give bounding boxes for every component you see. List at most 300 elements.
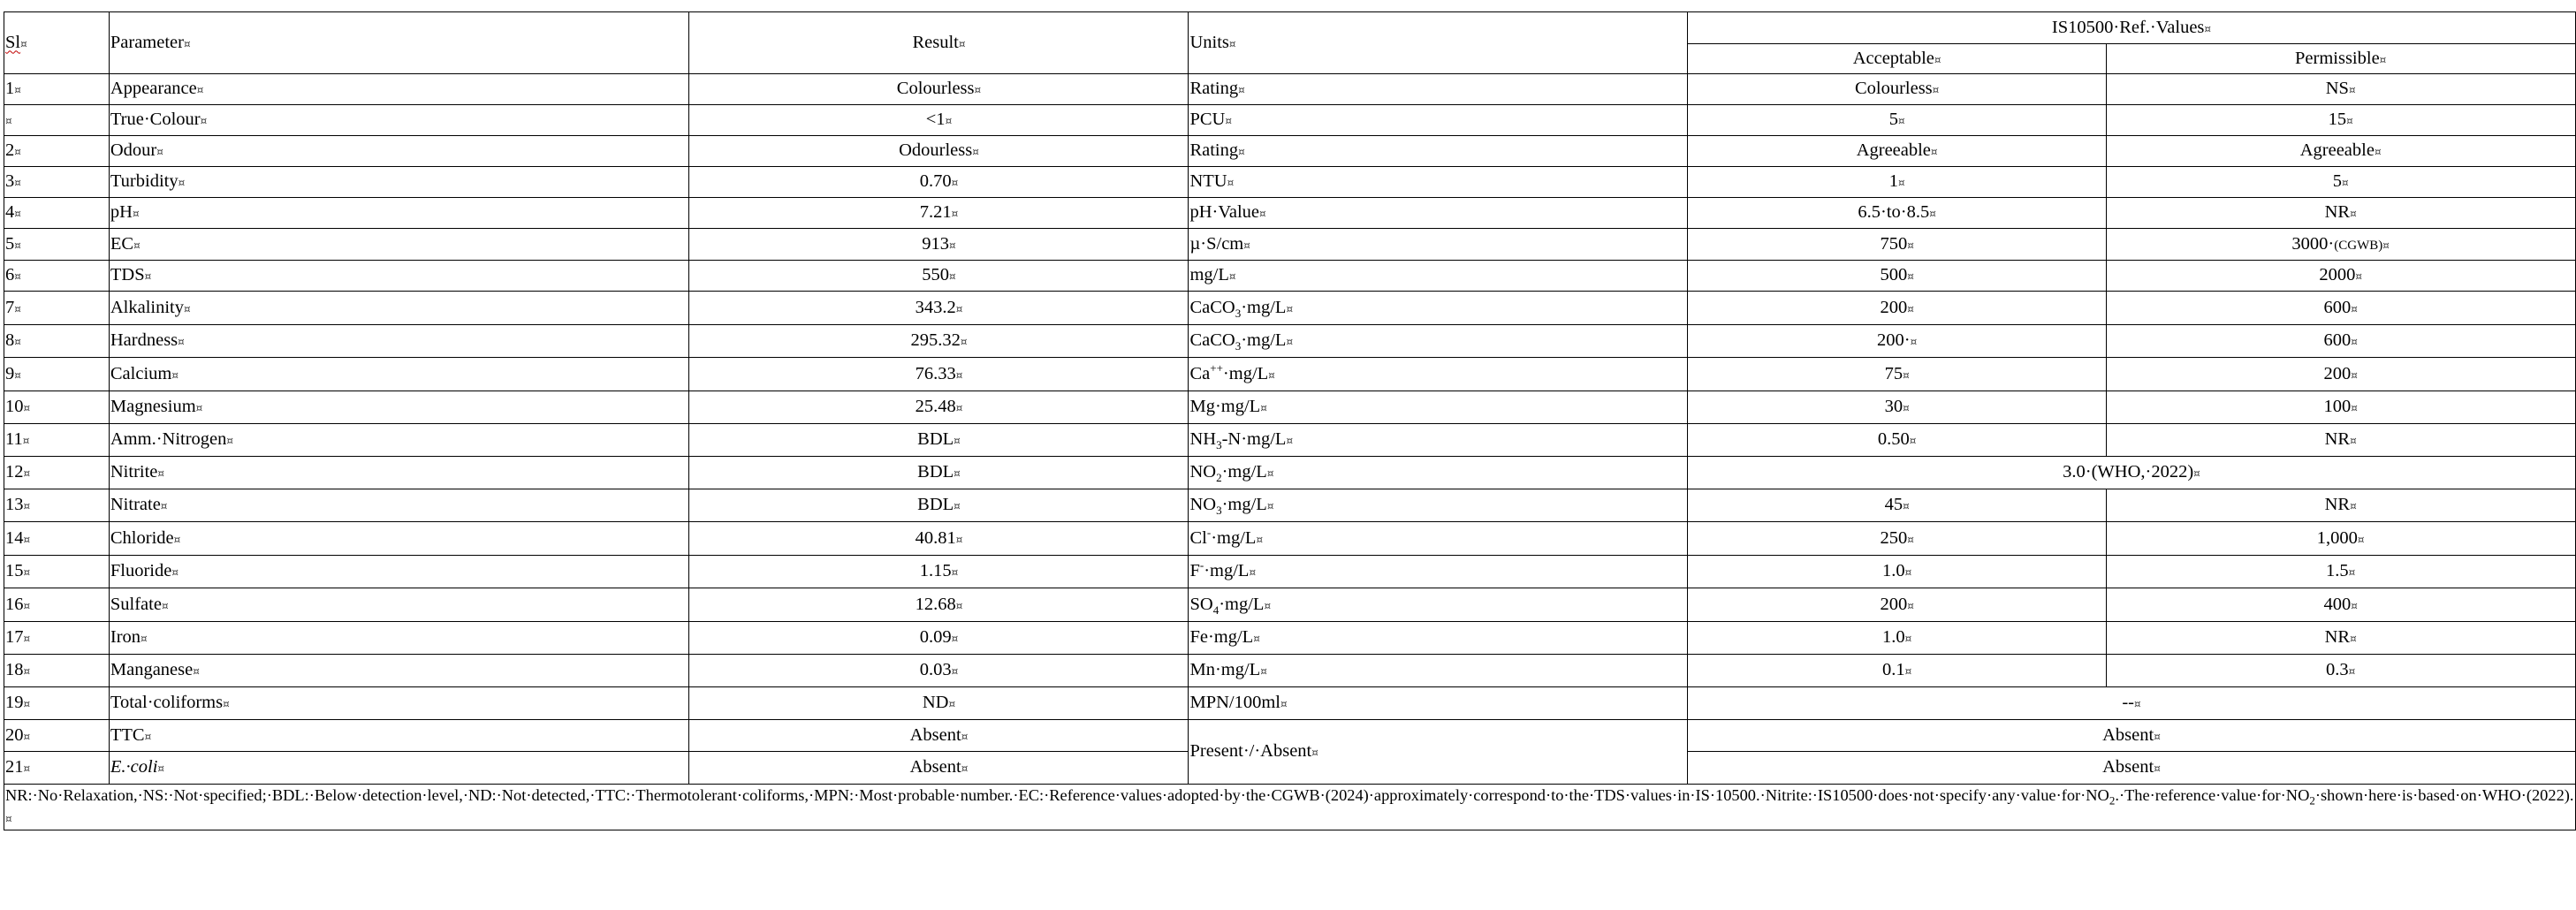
cell-end-mark: ¤ (156, 146, 163, 159)
acceptable-value: 5 (1888, 110, 1898, 130)
cell-acceptable (1688, 105, 2106, 136)
cell-units (1189, 622, 1688, 655)
cell-permissible (2106, 105, 2575, 136)
cell-end-mark: ¤ (960, 336, 968, 349)
cell-end-mark: ¤ (2382, 239, 2390, 252)
result-value: BDL (917, 495, 954, 515)
header-row (4, 12, 2576, 44)
ref-value: -- (2122, 693, 2134, 713)
cell-end-mark: ¤ (972, 146, 979, 159)
permissible-value: 5 (2332, 171, 2342, 192)
cell-end-mark: ¤ (1264, 599, 1272, 612)
cell-end-mark: ¤ (1910, 336, 1918, 349)
permissible-value: NR (2324, 429, 2351, 450)
acceptable-value: 75 (1884, 363, 1904, 383)
cell-end-mark: ¤ (1256, 533, 1264, 546)
permissible-value: Agreeable (2299, 140, 2375, 161)
units-value: MPN/100ml (1189, 693, 1280, 713)
cell-end-mark: ¤ (2351, 402, 2358, 415)
footnote (4, 785, 2576, 830)
units-value: Rating (1189, 79, 1239, 99)
acceptable-value: 0.50 (1877, 429, 1910, 450)
cell-end-mark: ¤ (1929, 208, 1936, 221)
permissible-value: NR (2324, 627, 2351, 648)
cell-end-mark: ¤ (144, 730, 152, 743)
sl-number: 9 (5, 363, 15, 383)
cell-acceptable (1688, 167, 2106, 198)
cell-parameter (109, 105, 689, 136)
cell-end-mark: ¤ (23, 698, 31, 711)
cell-end-mark: ¤ (951, 208, 959, 221)
cell-end-mark: ¤ (2348, 84, 2356, 97)
cell-end-mark: ¤ (14, 368, 21, 382)
parameter-name: Fluoride (110, 561, 172, 581)
cell-end-mark: ¤ (954, 435, 961, 448)
cell-end-mark: ¤ (2351, 302, 2358, 315)
result-value: 0.03 (919, 660, 952, 680)
cell-end-mark: ¤ (14, 146, 21, 159)
cell-units (1189, 391, 1688, 424)
cell-parameter (109, 229, 689, 261)
units-subscript: 3 (1216, 504, 1222, 518)
units-subscript: 3 (1235, 339, 1242, 353)
cell-sl (4, 74, 110, 105)
cell-sl (4, 358, 110, 391)
cell-end-mark: ¤ (14, 302, 21, 315)
cell-permissible (2106, 588, 2575, 622)
cell-parameter (109, 198, 689, 229)
acceptable-value: 250 (1880, 527, 1908, 548)
table-row (4, 522, 2576, 556)
header-sl: Sl¤ (4, 12, 110, 74)
cell-end-mark: ¤ (223, 698, 230, 711)
cell-units (1189, 457, 1688, 489)
cell-end-mark: ¤ (1249, 566, 1257, 580)
cell-parameter (109, 556, 689, 588)
cell-permissible (2106, 167, 2575, 198)
cell-permissible (2106, 358, 2575, 391)
cell-result (689, 261, 1189, 292)
cell-end-mark: ¤ (961, 762, 969, 776)
permissible-value: 2000 (2319, 265, 2356, 285)
cell-end-mark: ¤ (2351, 368, 2358, 382)
cell-end-mark: ¤ (160, 500, 168, 513)
units-suffix: ·mg/L (1221, 495, 1267, 515)
cell-parameter (109, 720, 689, 752)
result-value: 295.32 (910, 330, 961, 351)
acceptable-value: 200 (1880, 297, 1908, 317)
parameter-name: Iron (110, 627, 141, 648)
permissible-value: 100 (2323, 397, 2352, 417)
result-value: 1.15 (919, 561, 952, 581)
result-value: 550 (922, 265, 950, 285)
parameter-name: Nitrate (110, 495, 161, 515)
cell-end-mark: ¤ (22, 435, 30, 448)
units-value: Mn·mg/L (1189, 660, 1261, 680)
cell-ref-merged (1688, 457, 2575, 489)
cell-sl (4, 622, 110, 655)
cell-end-mark: ¤ (178, 336, 185, 349)
cell-end-mark: ¤ (955, 302, 963, 315)
cell-units (1189, 167, 1688, 198)
cell-parameter (109, 325, 689, 358)
cell-end-mark: ¤ (1932, 84, 1940, 97)
parameter-name: Manganese (110, 660, 194, 680)
cell-end-mark: ¤ (1907, 599, 1914, 612)
cell-permissible (2106, 292, 2575, 325)
cell-end-mark: ¤ (193, 665, 200, 679)
cell-acceptable (1688, 556, 2106, 588)
cell-end-mark: ¤ (1228, 270, 1236, 284)
sl-number: 6 (5, 265, 15, 285)
cell-result (689, 522, 1189, 556)
cell-end-mark: ¤ (196, 84, 204, 97)
cell-units (1189, 74, 1688, 105)
sl-number: 5 (5, 233, 15, 254)
cell-result (689, 105, 1189, 136)
cell-result (689, 457, 1189, 489)
parameter-name: Alkalinity (110, 297, 185, 317)
result-value: 25.48 (915, 397, 956, 417)
sl-number: 16 (5, 594, 24, 614)
cell-permissible (2106, 556, 2575, 588)
cell-end-mark: ¤ (1903, 402, 1910, 415)
cell-sl (4, 105, 110, 136)
footnote-subscript: 2 (2109, 793, 2116, 808)
cell-end-mark: ¤ (1286, 302, 1294, 315)
result-value: Absent (909, 724, 961, 745)
cell-parameter (109, 391, 689, 424)
result-value: ND (922, 693, 949, 713)
ref-value: 3.0·(WHO,·2022) (2063, 462, 2194, 482)
cell-end-mark: ¤ (1238, 146, 1245, 159)
cell-end-mark: ¤ (1243, 239, 1250, 252)
units-suffix: ·mg/L (1221, 462, 1267, 482)
sl-number: 18 (5, 660, 24, 680)
cell-permissible (2106, 522, 2575, 556)
cell-parameter (109, 622, 689, 655)
cell-units (1189, 292, 1688, 325)
cell-parameter (109, 489, 689, 522)
cell-units (1189, 229, 1688, 261)
parameter-name: TDS (110, 265, 145, 285)
result-value: <1 (925, 110, 946, 130)
units-value: NO (1189, 495, 1217, 515)
table-row (4, 167, 2576, 198)
sl-number: 15 (5, 561, 24, 581)
cell-end-mark: ¤ (23, 633, 31, 646)
permissible-value: 0.3 (2326, 660, 2349, 680)
units-suffix: ·mg/L (1219, 594, 1265, 614)
parameter-name: Nitrite (110, 462, 158, 482)
ref-value: Absent (2102, 757, 2154, 777)
units-suffix: ·mg/L (1204, 561, 1250, 581)
cell-end-mark: ¤ (23, 665, 31, 679)
cell-end-mark: ¤ (955, 599, 963, 612)
cell-acceptable (1688, 229, 2106, 261)
units-subscript: 3 (1235, 306, 1242, 320)
result-value: BDL (917, 462, 954, 482)
cell-parameter (109, 752, 689, 785)
cell-units (1189, 720, 1688, 785)
cell-parameter (109, 687, 689, 720)
cell-result (689, 391, 1189, 424)
cell-ref-merged (1688, 720, 2575, 752)
cell-end-mark: ¤ (2193, 467, 2200, 481)
permissible-value: 3000· (2291, 233, 2335, 254)
parameter-name: Total·coliforms (110, 693, 224, 713)
cell-end-mark: ¤ (1280, 698, 1288, 711)
table-row (4, 261, 2576, 292)
cell-sl (4, 752, 110, 785)
permissible-value: NS (2325, 79, 2349, 99)
cell-end-mark: ¤ (2154, 730, 2161, 743)
acceptable-value: 200· (1877, 330, 1911, 351)
cell-parameter (109, 358, 689, 391)
cell-end-mark: ¤ (2350, 208, 2357, 221)
footnote-text: NR:·No·Relaxation,·NS:·Not·specified;·BDL:·Below·detection·level,·ND:·Not·detected,·TTC:·Thermotolerant·coliforms,·MPN:·Most·probable·number.·EC:·Reference·values·adopted·by·the·CGWB·(2024)·approximately·correspond·to·the·TDS·values·in·IS·10500.·Nitrite:·IS10500·does·not·specify·any·value·for·NO (5, 786, 2109, 804)
cell-end-mark: ¤ (23, 500, 31, 513)
cell-end-mark: ¤ (1266, 467, 1274, 481)
cell-end-mark: ¤ (2350, 633, 2357, 646)
cell-result (689, 325, 1189, 358)
table-row (4, 424, 2576, 457)
table-row (4, 105, 2576, 136)
result-value: 0.70 (919, 171, 952, 192)
cell-end-mark: ¤ (23, 566, 31, 580)
sl-number: 4 (5, 202, 15, 223)
result-value: 12.68 (915, 594, 956, 614)
table-row (4, 198, 2576, 229)
cell-permissible (2106, 424, 2575, 457)
header-result: Result¤ (689, 12, 1189, 74)
units-value: Ca (1189, 363, 1211, 383)
units-suffix: ·mg/L (1241, 330, 1287, 351)
units-suffix: ·mg/L (1211, 527, 1257, 548)
cell-end-mark: ¤ (14, 208, 21, 221)
cell-units (1189, 424, 1688, 457)
parameter-name: True·Colour (110, 110, 201, 130)
units-suffix: -N·mg/L (1221, 429, 1287, 450)
cell-end-mark: ¤ (23, 402, 31, 415)
parameter-name: Calcium (110, 363, 172, 383)
cell-acceptable (1688, 358, 2106, 391)
cell-end-mark: ¤ (157, 467, 165, 481)
parameter-name: TTC (110, 724, 145, 745)
units-value: NO (1189, 462, 1217, 482)
cell-end-mark: ¤ (1227, 177, 1235, 190)
acceptable-value: 45 (1884, 495, 1904, 515)
cell-end-mark: ¤ (2357, 533, 2365, 546)
cell-end-mark: ¤ (949, 270, 956, 284)
cell-permissible (2106, 261, 2575, 292)
permissible-value: 1.5 (2326, 561, 2349, 581)
cell-end-mark: ¤ (951, 633, 959, 646)
cell-end-mark: ¤ (1897, 115, 1905, 128)
cell-end-mark: ¤ (23, 467, 31, 481)
cell-end-mark: ¤ (14, 177, 21, 190)
cell-end-mark: ¤ (195, 402, 203, 415)
cell-result (689, 752, 1189, 785)
cell-end-mark: ¤ (1904, 566, 1912, 580)
cell-end-mark: ¤ (173, 533, 181, 546)
cell-units (1189, 198, 1688, 229)
cell-end-mark: ¤ (1907, 533, 1914, 546)
cell-permissible (2106, 655, 2575, 687)
sl-number: 20 (5, 724, 24, 745)
cell-end-mark: ¤ (951, 566, 959, 580)
sl-number: 8 (5, 330, 15, 351)
result-value: Colourless (896, 79, 975, 99)
cell-end-mark: ¤ (226, 435, 234, 448)
sl-number: 3 (5, 171, 15, 192)
table-row (4, 358, 2576, 391)
cell-result (689, 622, 1189, 655)
table-row (4, 136, 2576, 167)
cell-end-mark: ¤ (1903, 368, 1910, 382)
parameter-name: E.·coli (110, 757, 158, 777)
cell-end-mark: ¤ (2374, 146, 2382, 159)
cell-sl (4, 457, 110, 489)
table-row (4, 229, 2576, 261)
cell-end-mark: ¤ (178, 177, 186, 190)
sl-number: 14 (5, 527, 24, 548)
cell-end-mark: ¤ (23, 762, 31, 776)
cell-units (1189, 358, 1688, 391)
parameter-name: Appearance (110, 79, 197, 99)
table-row (4, 687, 2576, 720)
cell-end-mark: ¤ (14, 239, 21, 252)
cell-permissible (2106, 229, 2575, 261)
cell-end-mark: ¤ (1904, 633, 1912, 646)
cell-acceptable (1688, 292, 2106, 325)
cell-sl (4, 655, 110, 687)
table-row (4, 556, 2576, 588)
permissible-value: 1,000 (2316, 527, 2358, 548)
cell-end-mark: ¤ (2154, 762, 2161, 776)
cell-end-mark: ¤ (951, 665, 959, 679)
cell-acceptable (1688, 391, 2106, 424)
units-suffix: ·mg/L (1222, 363, 1269, 383)
cell-units (1189, 136, 1688, 167)
parameter-name: pH (110, 202, 133, 223)
cell-parameter (109, 74, 689, 105)
table-row (4, 720, 2576, 752)
parameter-name: Magnesium (110, 397, 196, 417)
cell-end-mark: ¤ (157, 762, 165, 776)
cell-end-mark: ¤ (1930, 146, 1938, 159)
cell-acceptable (1688, 588, 2106, 622)
cell-permissible (2106, 325, 2575, 358)
cell-parameter (109, 167, 689, 198)
units-value: Rating (1189, 140, 1239, 161)
units-value: NH (1189, 429, 1217, 450)
cell-end-mark: ¤ (132, 208, 140, 221)
cell-units (1189, 522, 1688, 556)
units-value: pH·Value (1189, 202, 1260, 223)
cell-acceptable (1688, 325, 2106, 358)
sl-number: 11 (5, 429, 23, 450)
units-value: Fe·mg/L (1189, 627, 1254, 648)
units-superscript: - (1199, 558, 1204, 573)
sl-number: 19 (5, 693, 24, 713)
cell-acceptable (1688, 522, 2106, 556)
cell-acceptable (1688, 655, 2106, 687)
cell-parameter (109, 522, 689, 556)
cell-ref-merged (1688, 687, 2575, 720)
parameter-name: EC (110, 233, 134, 254)
parameter-name: Amm.·Nitrogen (110, 429, 227, 450)
cell-sl (4, 292, 110, 325)
cell-result (689, 424, 1189, 457)
cell-units (1189, 687, 1688, 720)
water-quality-table (4, 11, 2576, 830)
acceptable-value: 1.0 (1882, 561, 1905, 581)
cell-result (689, 136, 1189, 167)
cell-end-mark: ¤ (1311, 747, 1318, 759)
cell-end-mark: ¤ (955, 533, 963, 546)
cell-end-mark: ¤ (1253, 633, 1260, 646)
cell-end-mark: ¤ (14, 270, 21, 284)
result-value: 0.09 (919, 627, 952, 648)
footnote-text: ·shown·here·is·based·on·WHO·(2022). (2314, 786, 2574, 804)
cell-sl (4, 687, 110, 720)
cell-end-mark: ¤ (1907, 239, 1914, 252)
cell-end-mark: ¤ (961, 730, 969, 743)
permissible-value: 15 (2328, 110, 2347, 130)
parameter-name: Turbidity (110, 171, 179, 192)
cell-parameter (109, 424, 689, 457)
parameter-name: Chloride (110, 527, 174, 548)
cell-end-mark: ¤ (14, 84, 21, 97)
cell-end-mark: ¤ (184, 302, 191, 315)
table-row (4, 622, 2576, 655)
cell-acceptable (1688, 489, 2106, 522)
cell-end-mark: ¤ (948, 698, 956, 711)
cell-parameter (109, 261, 689, 292)
parameter-name: Odour (110, 140, 157, 161)
permissible-value: 200 (2323, 363, 2352, 383)
cell-acceptable (1688, 198, 2106, 229)
cell-result (689, 655, 1189, 687)
cell-end-mark: ¤ (1897, 177, 1905, 190)
sl-number: 10 (5, 397, 24, 417)
table-row (4, 391, 2576, 424)
cell-permissible (2106, 198, 2575, 229)
table-row (4, 457, 2576, 489)
cell-end-mark: ¤ (23, 730, 31, 743)
cell-permissible (2106, 136, 2575, 167)
cell-permissible (2106, 74, 2575, 105)
cell-units (1189, 489, 1688, 522)
cell-sl (4, 261, 110, 292)
cell-acceptable (1688, 74, 2106, 105)
cell-end-mark: ¤ (1260, 665, 1267, 679)
sl-number: 13 (5, 495, 24, 515)
units-value: CaCO (1189, 330, 1235, 351)
units-value: F (1189, 561, 1200, 581)
header-units: Units¤ (1189, 12, 1688, 74)
parameter-name: Hardness (110, 330, 179, 351)
cell-end-mark: ¤ (141, 633, 148, 646)
cell-end-mark: ¤ (2350, 435, 2357, 448)
cell-end-mark: ¤ (2351, 599, 2358, 612)
sl-number: 1 (5, 79, 15, 99)
cell-result (689, 358, 1189, 391)
table-row (4, 489, 2576, 522)
cell-end-mark: ¤ (1286, 435, 1294, 448)
cell-parameter (109, 457, 689, 489)
